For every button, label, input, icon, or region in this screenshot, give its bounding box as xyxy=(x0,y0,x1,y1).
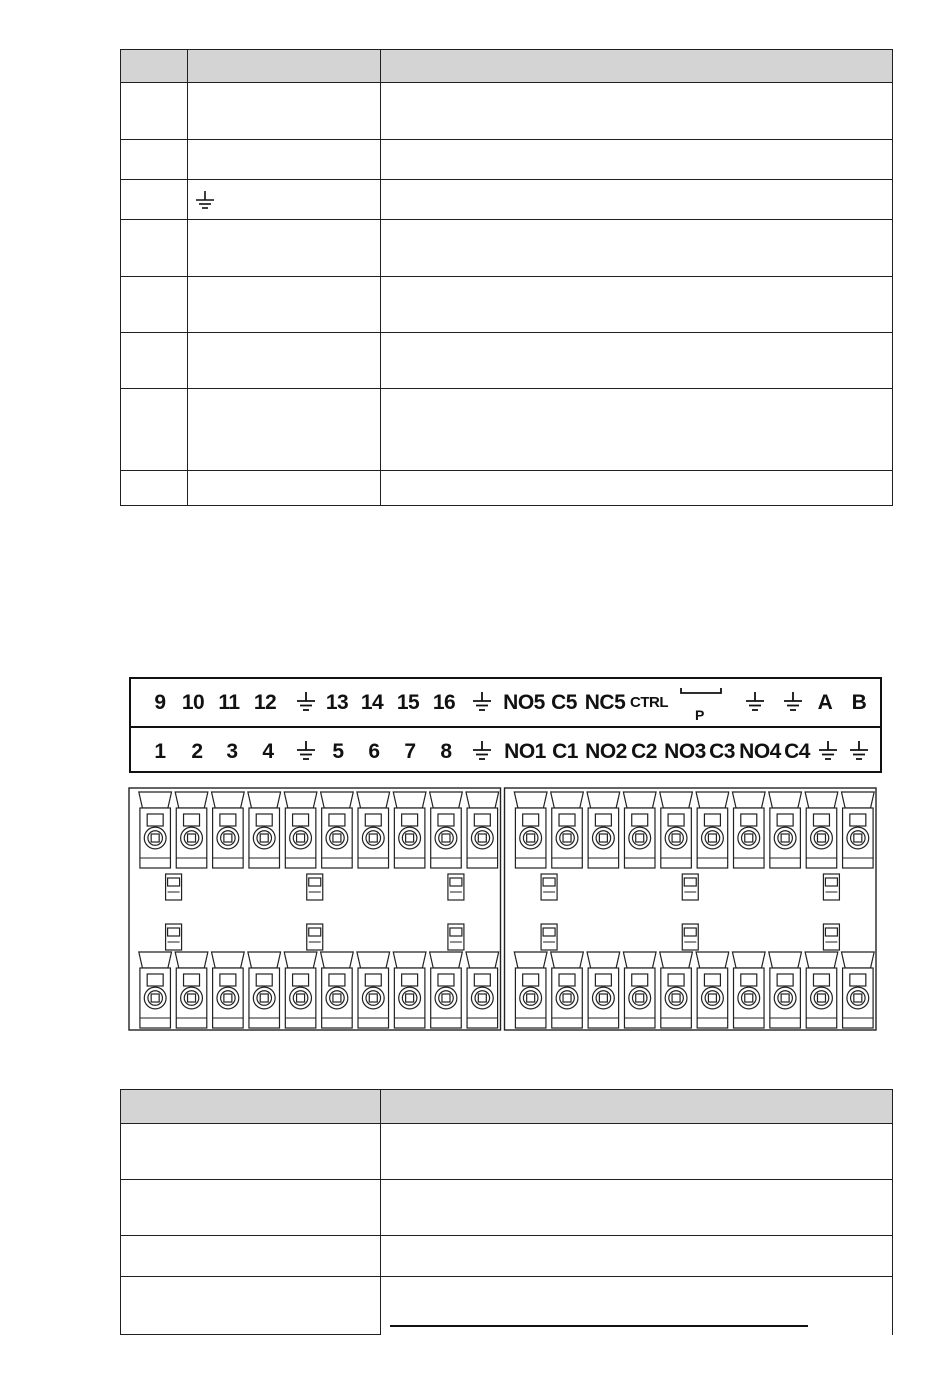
table-cell xyxy=(381,83,893,140)
terminal-funnel xyxy=(212,792,245,808)
terminal-slot xyxy=(365,814,381,826)
terminal-funnel xyxy=(321,952,354,968)
table-cell xyxy=(381,1236,893,1277)
screw-slot xyxy=(224,994,232,1002)
terminal-slot xyxy=(329,814,345,826)
table-cell xyxy=(121,1180,381,1236)
screw-slot xyxy=(478,834,486,842)
terminal-funnel xyxy=(769,952,802,968)
terminal-label: B xyxy=(851,691,867,714)
terminal-screw xyxy=(393,952,426,1028)
table-cell xyxy=(121,140,188,180)
terminal-screw xyxy=(805,792,838,868)
terminal-funnel xyxy=(139,952,172,968)
terminal-funnel xyxy=(284,792,317,808)
screw-slot xyxy=(672,994,680,1002)
table-row xyxy=(121,389,893,471)
terminal-slot xyxy=(850,974,866,986)
terminal-screw xyxy=(769,792,802,868)
screw-slot xyxy=(563,834,571,842)
terminal-slot xyxy=(777,814,793,826)
table-cell xyxy=(121,471,188,506)
screw-slot xyxy=(260,834,268,842)
latch-clip xyxy=(541,924,557,950)
terminal-funnel xyxy=(284,952,317,968)
terminal-funnel xyxy=(551,952,584,968)
latch-clip xyxy=(682,924,698,950)
latch-inner xyxy=(309,928,321,936)
terminal-funnel xyxy=(841,952,874,968)
terminal-slot xyxy=(704,974,720,986)
screw-slot xyxy=(817,994,825,1002)
terminal-screw xyxy=(623,792,656,868)
terminal-screw xyxy=(357,952,390,1028)
header-cell xyxy=(121,1090,381,1124)
table-cell xyxy=(121,83,188,140)
terminal-screw xyxy=(321,952,354,1028)
table-cell xyxy=(188,220,381,277)
terminal-label: NC5 xyxy=(584,691,626,714)
terminal-slot xyxy=(220,974,236,986)
ground-icon xyxy=(471,691,493,713)
terminal-block-module xyxy=(129,788,501,1030)
screw-slot xyxy=(745,994,753,1002)
terminal-screw xyxy=(466,792,499,868)
terminal-funnel xyxy=(732,952,765,968)
ground-icon xyxy=(848,740,870,762)
terminal-slot xyxy=(595,974,611,986)
terminal-label: NO4 xyxy=(739,740,781,763)
latch-clip xyxy=(823,874,839,900)
terminal-slot xyxy=(741,974,757,986)
terminal-label: 3 xyxy=(226,740,238,763)
terminal-screw xyxy=(769,952,802,1028)
screw-slot xyxy=(527,994,535,1002)
terminal-funnel xyxy=(623,952,656,968)
terminal-funnel xyxy=(841,792,874,808)
terminal-label: CTRL xyxy=(630,694,668,711)
terminal-label: NO2 xyxy=(585,740,627,763)
screw-slot xyxy=(708,834,716,842)
terminal-funnel xyxy=(696,792,729,808)
screw-slot xyxy=(854,834,862,842)
terminal-screw xyxy=(248,792,281,868)
terminal-funnel xyxy=(769,792,802,808)
terminal-screw xyxy=(175,952,208,1028)
table-row xyxy=(121,1124,893,1180)
table-cell xyxy=(188,83,381,140)
table-cell xyxy=(381,1124,893,1180)
terminal-screw xyxy=(466,952,499,1028)
table-row xyxy=(121,180,893,220)
table-cell xyxy=(188,140,381,180)
terminal-slot xyxy=(293,814,309,826)
terminal-screw xyxy=(623,952,656,1028)
terminal-label: NO1 xyxy=(504,740,546,763)
latch-inner xyxy=(825,928,837,936)
table-cell xyxy=(121,389,188,471)
screw-slot xyxy=(527,834,535,842)
table-cell xyxy=(381,220,893,277)
table-cell-ground xyxy=(188,180,381,220)
screw-slot xyxy=(781,834,789,842)
terminal-funnel xyxy=(732,792,765,808)
latch-inner xyxy=(168,878,180,886)
terminal-label-ground xyxy=(471,740,493,786)
terminal-label: NO5 xyxy=(503,691,545,714)
terminal-screw xyxy=(732,952,765,1028)
table-cell xyxy=(381,1180,893,1236)
terminal-screw xyxy=(841,792,874,868)
table-row xyxy=(121,1236,893,1277)
terminal-slot xyxy=(365,974,381,986)
terminal-slot xyxy=(632,814,648,826)
table-cell xyxy=(188,333,381,389)
terminal-screw xyxy=(175,792,208,868)
terminal-funnel xyxy=(696,952,729,968)
terminal-slot xyxy=(850,814,866,826)
terminal-label: 15 xyxy=(396,691,420,714)
terminal-screw xyxy=(805,952,838,1028)
latch-clip xyxy=(448,874,464,900)
latch-inner xyxy=(543,878,555,886)
latch-inner xyxy=(684,928,696,936)
terminal-label: 4 xyxy=(262,740,274,763)
terminal-slot xyxy=(184,974,200,986)
screw-slot xyxy=(817,834,825,842)
latch-inner xyxy=(543,928,555,936)
screw-slot xyxy=(599,834,607,842)
terminal-block-module xyxy=(505,788,877,1030)
terminal-screw xyxy=(284,952,317,1028)
terminal-slot xyxy=(668,974,684,986)
screw-slot xyxy=(563,994,571,1002)
terminal-label: 14 xyxy=(360,691,384,714)
latch-clip xyxy=(166,924,182,950)
terminal-label-ground xyxy=(295,740,317,786)
screw-slot xyxy=(599,994,607,1002)
terminal-slot xyxy=(813,814,829,826)
terminal-screw xyxy=(841,952,874,1028)
terminal-slot xyxy=(632,974,648,986)
terminal-label-row-top xyxy=(131,679,880,725)
terminal-slot xyxy=(256,814,272,826)
latch-clip xyxy=(448,924,464,950)
terminal-screw xyxy=(212,792,245,868)
terminal-funnel xyxy=(660,792,693,808)
terminal-label: C2 xyxy=(631,740,657,763)
screw-slot xyxy=(260,994,268,1002)
terminal-screw xyxy=(660,952,693,1028)
terminal-funnel xyxy=(805,792,838,808)
terminal-slot xyxy=(402,974,418,986)
terminal-screw xyxy=(696,792,729,868)
terminal-screw xyxy=(357,792,390,868)
table-header-row xyxy=(121,50,893,83)
table-cell xyxy=(121,333,188,389)
terminal-label: 5 xyxy=(332,740,344,763)
latch-clip xyxy=(166,874,182,900)
table-cell xyxy=(381,277,893,333)
terminal-label-row-bottom xyxy=(131,726,880,774)
terminal-funnel xyxy=(587,952,620,968)
terminal-funnel xyxy=(430,792,463,808)
latch-inner xyxy=(684,878,696,886)
terminal-label: 11 xyxy=(218,691,240,714)
table-cell xyxy=(188,389,381,471)
terminal-funnel xyxy=(357,952,390,968)
terminal-slot xyxy=(474,814,490,826)
pin-description-table-bottom xyxy=(120,1089,893,1335)
screw-slot xyxy=(297,834,305,842)
terminal-funnel xyxy=(805,952,838,968)
screw-slot xyxy=(333,994,341,1002)
terminal-block-diagram xyxy=(127,786,882,1032)
screw-slot xyxy=(478,994,486,1002)
terminal-label-ground xyxy=(848,740,870,786)
terminal-slot xyxy=(523,974,539,986)
terminal-label: 10 xyxy=(181,691,205,714)
terminal-screw xyxy=(696,952,729,1028)
terminal-slot xyxy=(329,974,345,986)
terminal-label: 2 xyxy=(191,740,203,763)
screw-slot xyxy=(224,834,232,842)
terminal-funnel xyxy=(623,792,656,808)
terminal-label: A xyxy=(817,691,833,714)
screw-slot xyxy=(672,834,680,842)
terminal-funnel xyxy=(660,952,693,968)
terminal-slot xyxy=(184,814,200,826)
screw-slot xyxy=(406,994,414,1002)
terminal-slot xyxy=(147,814,163,826)
terminal-screw xyxy=(139,952,172,1028)
terminal-slot xyxy=(668,814,684,826)
terminal-label: 9 xyxy=(154,691,166,714)
terminal-screw xyxy=(514,792,547,868)
terminal-slot xyxy=(438,974,454,986)
table-row xyxy=(121,1180,893,1236)
terminal-label: 12 xyxy=(253,691,277,714)
screw-slot xyxy=(854,994,862,1002)
terminal-screw xyxy=(139,792,172,868)
table-cell xyxy=(188,277,381,333)
ground-icon xyxy=(782,691,804,713)
terminal-funnel xyxy=(430,952,463,968)
terminal-slot xyxy=(559,814,575,826)
screw-slot xyxy=(188,834,196,842)
terminal-funnel xyxy=(587,792,620,808)
table-cell xyxy=(121,1277,381,1335)
terminal-slot xyxy=(777,974,793,986)
terminal-funnel xyxy=(466,792,499,808)
terminal-funnel xyxy=(514,952,547,968)
ground-icon xyxy=(295,691,317,713)
table-row xyxy=(121,140,893,180)
terminal-screw xyxy=(284,792,317,868)
terminal-funnel xyxy=(139,792,172,808)
terminal-screw xyxy=(430,952,463,1028)
screw-slot xyxy=(369,994,377,1002)
terminal-slot xyxy=(559,974,575,986)
terminal-label: 16 xyxy=(432,691,456,714)
ground-icon xyxy=(471,740,493,762)
table-row xyxy=(121,83,893,140)
terminal-screw xyxy=(732,792,765,868)
terminal-funnel xyxy=(393,792,426,808)
screw-slot xyxy=(297,994,305,1002)
screw-slot xyxy=(636,834,644,842)
screw-slot xyxy=(151,994,159,1002)
terminal-slot xyxy=(220,814,236,826)
screw-slot xyxy=(781,994,789,1002)
terminal-screw xyxy=(430,792,463,868)
latch-inner xyxy=(450,928,462,936)
header-cell xyxy=(381,1090,893,1124)
terminal-label-text: P xyxy=(695,707,704,723)
terminal-screw xyxy=(551,792,584,868)
latch-clip xyxy=(682,874,698,900)
screw-slot xyxy=(745,834,753,842)
terminal-screw xyxy=(551,952,584,1028)
terminal-slot xyxy=(741,814,757,826)
terminal-screw xyxy=(660,792,693,868)
terminal-slot xyxy=(402,814,418,826)
header-cell xyxy=(188,50,381,83)
terminal-label: 7 xyxy=(404,740,416,763)
terminal-slot xyxy=(474,974,490,986)
table-cell xyxy=(381,471,893,506)
table-row xyxy=(121,220,893,277)
ground-icon xyxy=(744,691,766,713)
header-cell xyxy=(121,50,188,83)
screw-slot xyxy=(708,994,716,1002)
terminal-label: C4 xyxy=(784,740,810,763)
screw-slot xyxy=(369,834,377,842)
terminal-label: 8 xyxy=(440,740,452,763)
latch-inner xyxy=(309,878,321,886)
terminal-slot xyxy=(147,974,163,986)
terminal-funnel xyxy=(248,792,281,808)
terminal-screw xyxy=(248,952,281,1028)
screw-slot xyxy=(406,834,414,842)
table-cell xyxy=(381,389,893,471)
terminal-funnel xyxy=(466,952,499,968)
terminal-funnel xyxy=(357,792,390,808)
screw-slot xyxy=(333,834,341,842)
screw-slot xyxy=(442,834,450,842)
table-row xyxy=(121,471,893,506)
terminal-funnel xyxy=(248,952,281,968)
terminal-funnel xyxy=(175,792,208,808)
terminal-slot xyxy=(813,974,829,986)
terminal-label: 1 xyxy=(154,740,166,763)
header-cell xyxy=(381,50,893,83)
table-cell xyxy=(188,471,381,506)
terminal-screw xyxy=(514,952,547,1028)
terminal-screw xyxy=(321,792,354,868)
terminal-screw xyxy=(587,952,620,1028)
terminal-screw xyxy=(587,792,620,868)
terminal-label: C3 xyxy=(709,740,735,763)
underline-rule xyxy=(390,1325,808,1327)
table-cell xyxy=(121,1236,381,1277)
ground-icon xyxy=(194,189,216,211)
table-cell xyxy=(381,333,893,389)
table-cell xyxy=(121,1124,381,1180)
terminal-label: 6 xyxy=(368,740,380,763)
terminal-funnel xyxy=(212,952,245,968)
terminal-funnel xyxy=(514,792,547,808)
ground-icon xyxy=(295,740,317,762)
terminal-slot xyxy=(438,814,454,826)
latch-clip xyxy=(307,924,323,950)
table-cell xyxy=(121,180,188,220)
terminal-funnel xyxy=(393,952,426,968)
terminal-funnel xyxy=(551,792,584,808)
terminal-label-panel xyxy=(129,677,882,773)
table-header-row xyxy=(121,1090,893,1124)
ground-icon xyxy=(817,740,839,762)
latch-clip xyxy=(823,924,839,950)
latch-inner xyxy=(168,928,180,936)
terminal-label: 13 xyxy=(325,691,349,714)
screw-slot xyxy=(188,994,196,1002)
terminal-slot xyxy=(256,974,272,986)
terminal-label-ground xyxy=(817,740,839,786)
terminal-label: C1 xyxy=(552,740,578,763)
latch-inner xyxy=(825,878,837,886)
screw-slot xyxy=(636,994,644,1002)
table-cell xyxy=(121,220,188,277)
pin-description-table-top xyxy=(120,49,893,506)
terminal-screw xyxy=(212,952,245,1028)
terminal-funnel xyxy=(175,952,208,968)
terminal-slot xyxy=(704,814,720,826)
terminal-screw xyxy=(393,792,426,868)
screw-slot xyxy=(151,834,159,842)
screw-slot xyxy=(442,994,450,1002)
table-cell xyxy=(381,140,893,180)
table-cell xyxy=(121,277,188,333)
terminal-label: NO3 xyxy=(664,740,706,763)
latch-inner xyxy=(450,878,462,886)
latch-clip xyxy=(541,874,557,900)
terminal-slot xyxy=(595,814,611,826)
table-row xyxy=(121,277,893,333)
terminal-funnel xyxy=(321,792,354,808)
terminal-label: C5 xyxy=(551,691,577,714)
table-row xyxy=(121,333,893,389)
latch-clip xyxy=(307,874,323,900)
terminal-slot xyxy=(523,814,539,826)
terminal-slot xyxy=(293,974,309,986)
table-cell xyxy=(381,180,893,220)
